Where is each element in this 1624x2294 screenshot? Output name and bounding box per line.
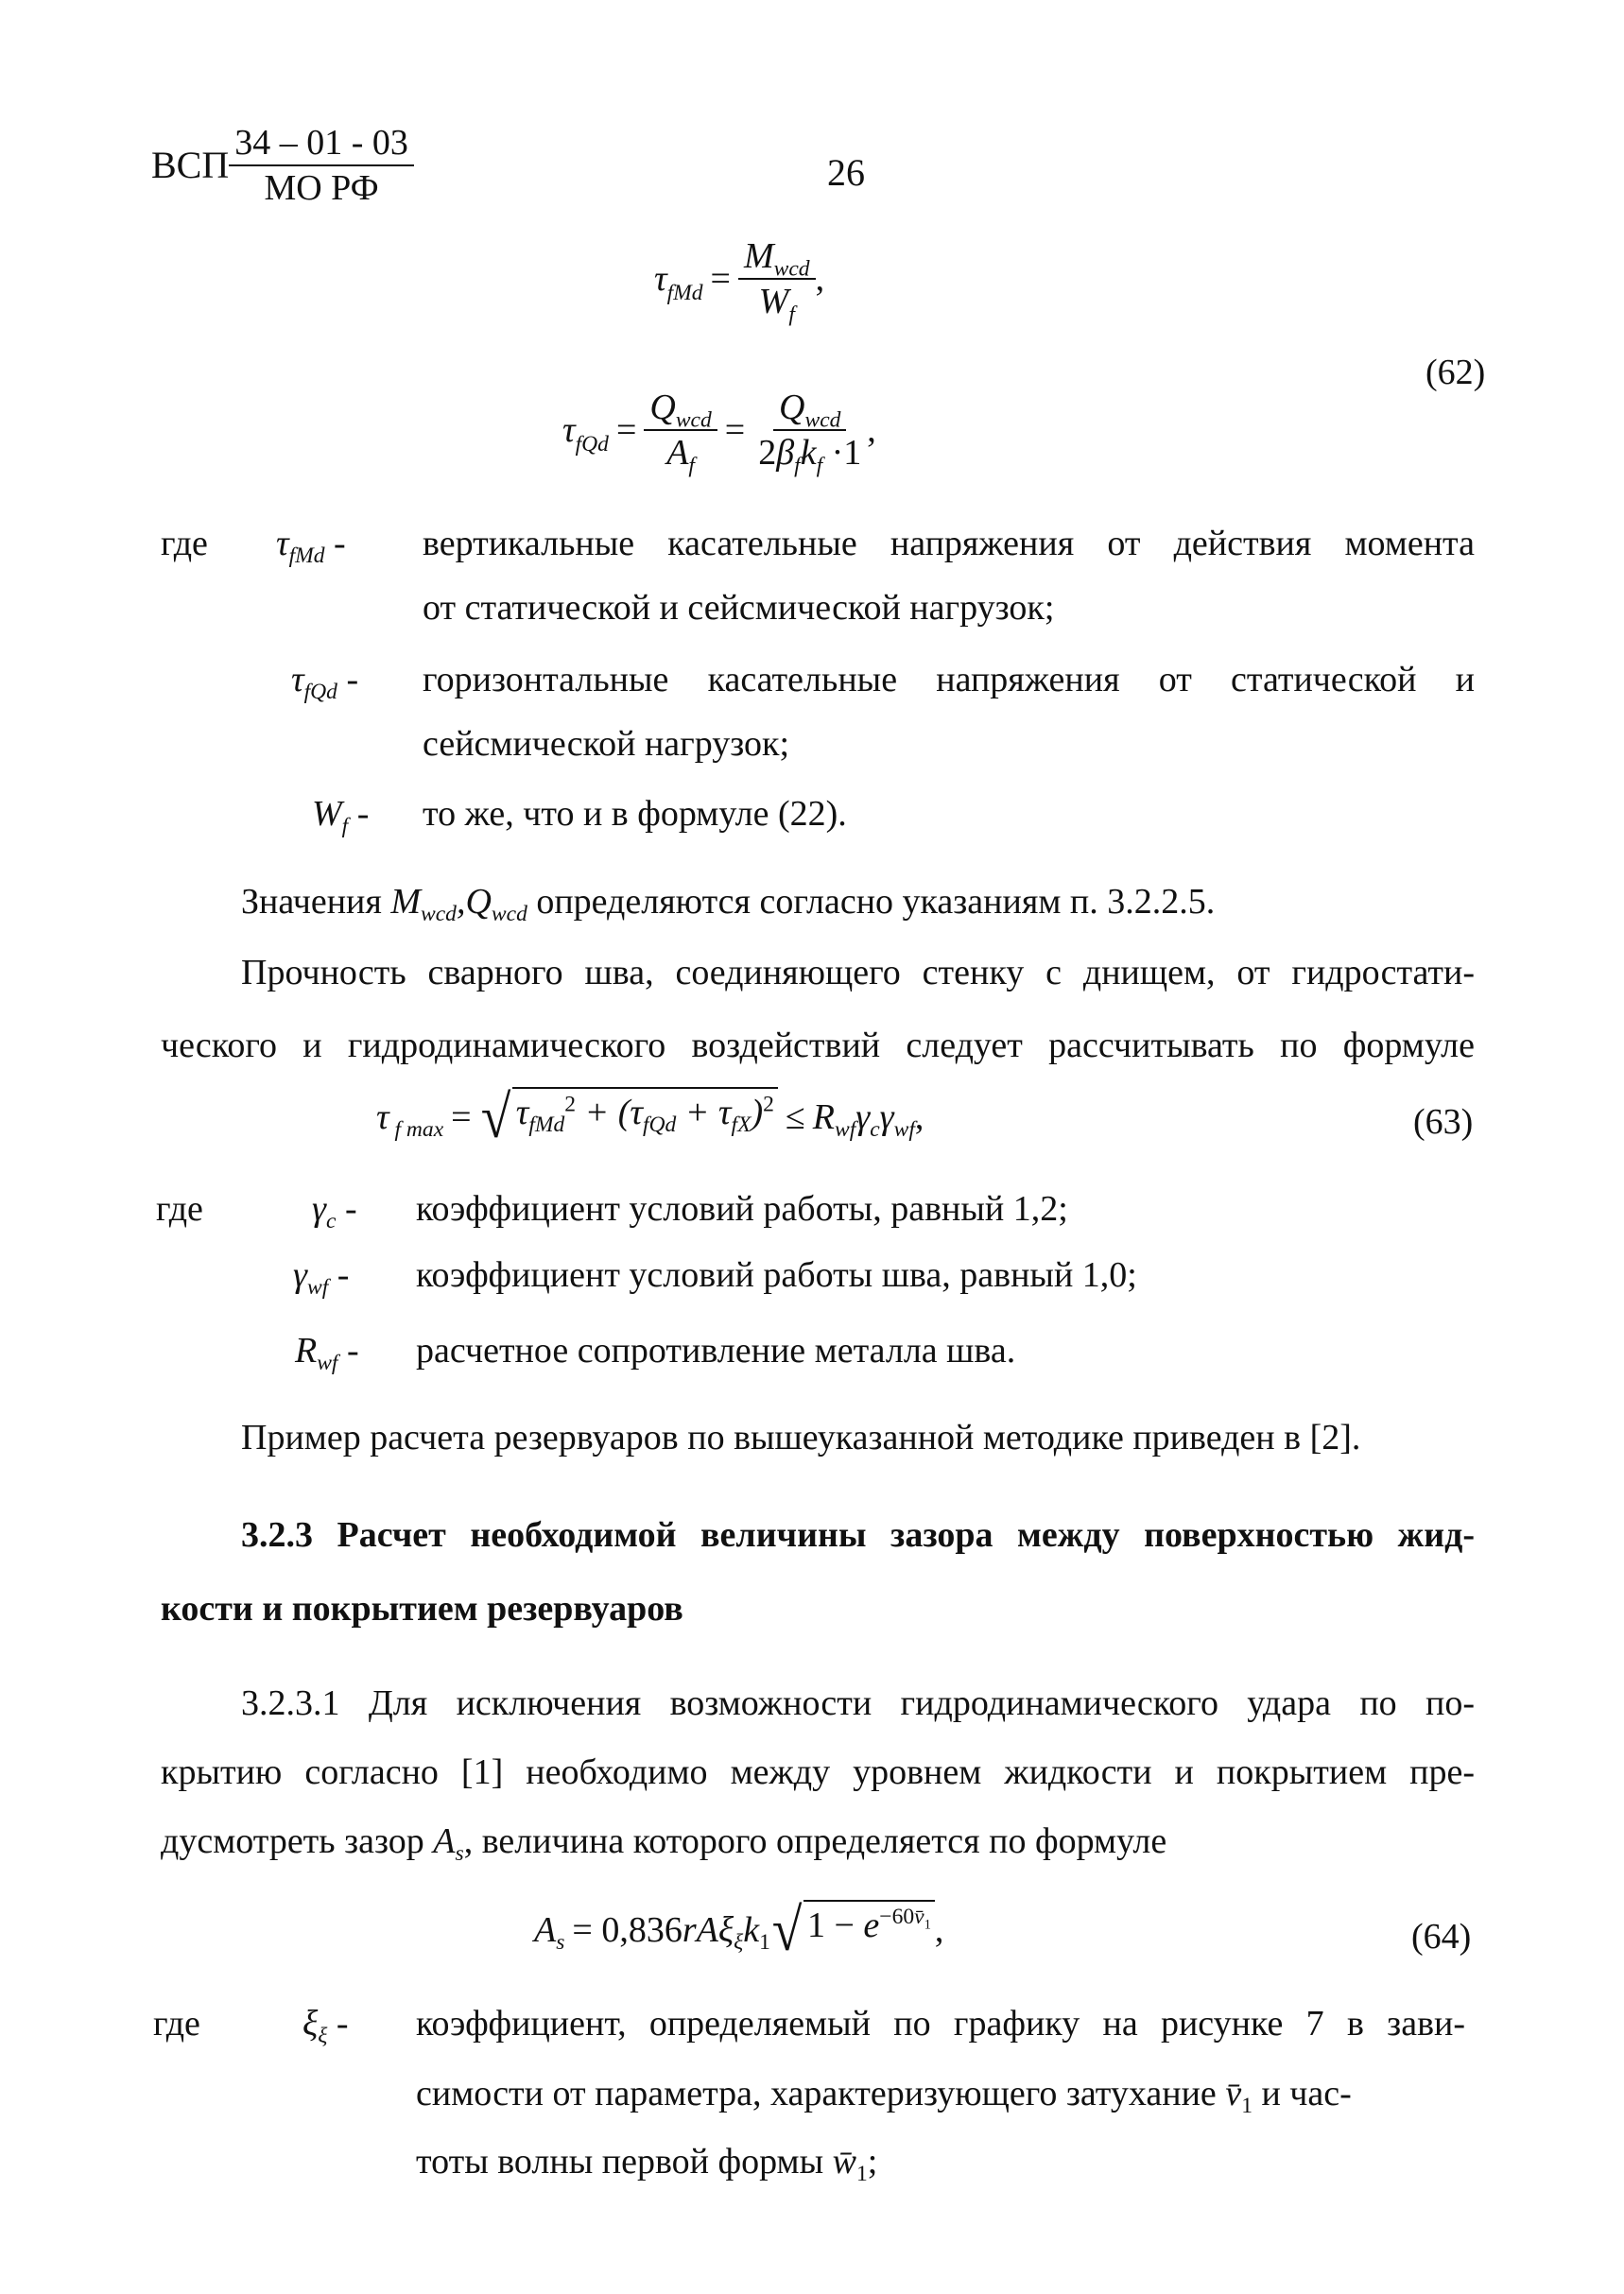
def-tau-fqd-line2: сейсмической нагрузок; [423, 724, 790, 764]
formula-63: τ $_{f max}$ = √ $\tau_{fMd}^2 + (\tau_{fQd} + \tau_{fX})^2$ ≤ $R_{wf}\gamma_c\gamma_{wf}$ , [376, 1083, 924, 1150]
p3231-line3: дусмотреть зазор $A_s$, величина которого определяется по формуле [161, 1821, 1167, 1866]
document-code [151, 125, 414, 206]
where-label-3: где [153, 2004, 200, 2044]
def-r-wf: расчетное сопротивление металла шва. [416, 1331, 1016, 1371]
code-prefix: ВСП [151, 144, 230, 186]
strength-line1: Прочность сварного шва, соединяющего стенку с днищем, от гидростати- [241, 953, 1475, 992]
formula-62-line1: $\tau_{fMd}$ = $\frac{M_{wcd}}{W_f}$ , [654, 236, 825, 327]
symbol-wf: $W_f$ - [312, 794, 370, 838]
symbol-tau-fmd: $\tau_{fMd}$ - [276, 524, 346, 568]
values-suffix: определяются согласно указаниям п. 3.2.2.5. [536, 882, 1216, 922]
strength-line2: ческого и гидродинамического воздействий следует рассчитывать по формуле [161, 1026, 1475, 1065]
symbol-as: $A_s$ [433, 1821, 464, 1866]
symbol-w1: $w̄_1$ [832, 2142, 868, 2186]
section-heading-line2: кости и покрытием резервуаров [161, 1589, 683, 1629]
where-label-2: где [156, 1189, 203, 1229]
values-symbols: $M_{wcd},Q_{wcd}$ [390, 882, 527, 926]
formula-64: $A_s$ = 0,836 $rA\xi_\xi k_1$ √ $1 - e^{-60v̄_1}$ , [534, 1896, 944, 1963]
symbol-tau-fqd: $\tau_{fQd}$ - [291, 660, 359, 704]
code-bottom: МО РФ [264, 168, 379, 208]
def-gamma-c: коэффициент условий работы, равный 1,2; [416, 1189, 1068, 1229]
formula-64-number: (64) [1411, 1917, 1472, 1957]
symbol-r-wf: $R_{wf}$ - [295, 1331, 359, 1375]
formula-63-number: (63) [1413, 1102, 1474, 1142]
def-gamma-wf: коэффициент условий работы шва, равный 1,0; [416, 1255, 1137, 1295]
symbol-v1: $v̄_1$ [1225, 2074, 1253, 2118]
def-tau-fmd-line2: от статической и сейсмической нагрузок; [423, 588, 1055, 628]
code-top: 34 – 01 - 03 [229, 125, 414, 166]
symbol-gamma-c: $\gamma_c$ - [312, 1189, 357, 1233]
values-prefix: Значения [241, 882, 382, 922]
formula-62-line2: $\tau_{fQd}$ = $\frac{Q_{wcd}}{A_f}$ = $\frac{Q_{wcd}}{2\beta_fk_f \cdot 1}$ , [562, 388, 876, 478]
def-tau-fqd-line1: горизонтальные касательные напряжения от статической и [423, 660, 1475, 699]
def-xi-line3: тоты волны первой формы $w̄_1$; [416, 2142, 878, 2186]
sqrt-sign-64: √ $1 - e^{-60v̄_1}$ [770, 1900, 935, 1960]
example-paragraph: Пример расчета резервуаров по вышеуказанной методике приведен в [2]. [241, 1418, 1361, 1457]
code-fraction [229, 125, 414, 206]
p3231-line1: 3.2.3.1 Для исключения возможности гидродинамического удара по по- [241, 1683, 1475, 1723]
def-xi-line1: коэффициент, определяемый по графику на рисунке 7 в зави- [416, 2004, 1465, 2044]
values-paragraph [241, 882, 1216, 926]
def-wf: то же, что и в формуле (22). [423, 794, 847, 834]
formula-62-number: (62) [1425, 353, 1486, 392]
page-number: 26 [827, 151, 865, 194]
symbol-gamma-wf: $\gamma_{wf}$ - [293, 1255, 350, 1300]
section-heading-line1: 3.2.3 Расчет необходимой величины зазора между поверхностью жид- [241, 1515, 1475, 1555]
p3231-line2: крытию согласно [1] необходимо между уровнем жидкости и покрытием пре- [161, 1752, 1475, 1792]
def-tau-fmd-line1: вертикальные касательные напряжения от действия момента [423, 524, 1475, 563]
sqrt-sign: √ $\tau_{fMd}^2 + (\tau_{fQd} + \tau_{fX})^2$ [479, 1087, 778, 1147]
symbol-xi: $\xi_\xi$ - [302, 2004, 349, 2048]
where-label-1: где [161, 524, 208, 563]
def-xi-line2: симости от параметра, характеризующего затухание $v̄_1$ и час- [416, 2074, 1352, 2118]
